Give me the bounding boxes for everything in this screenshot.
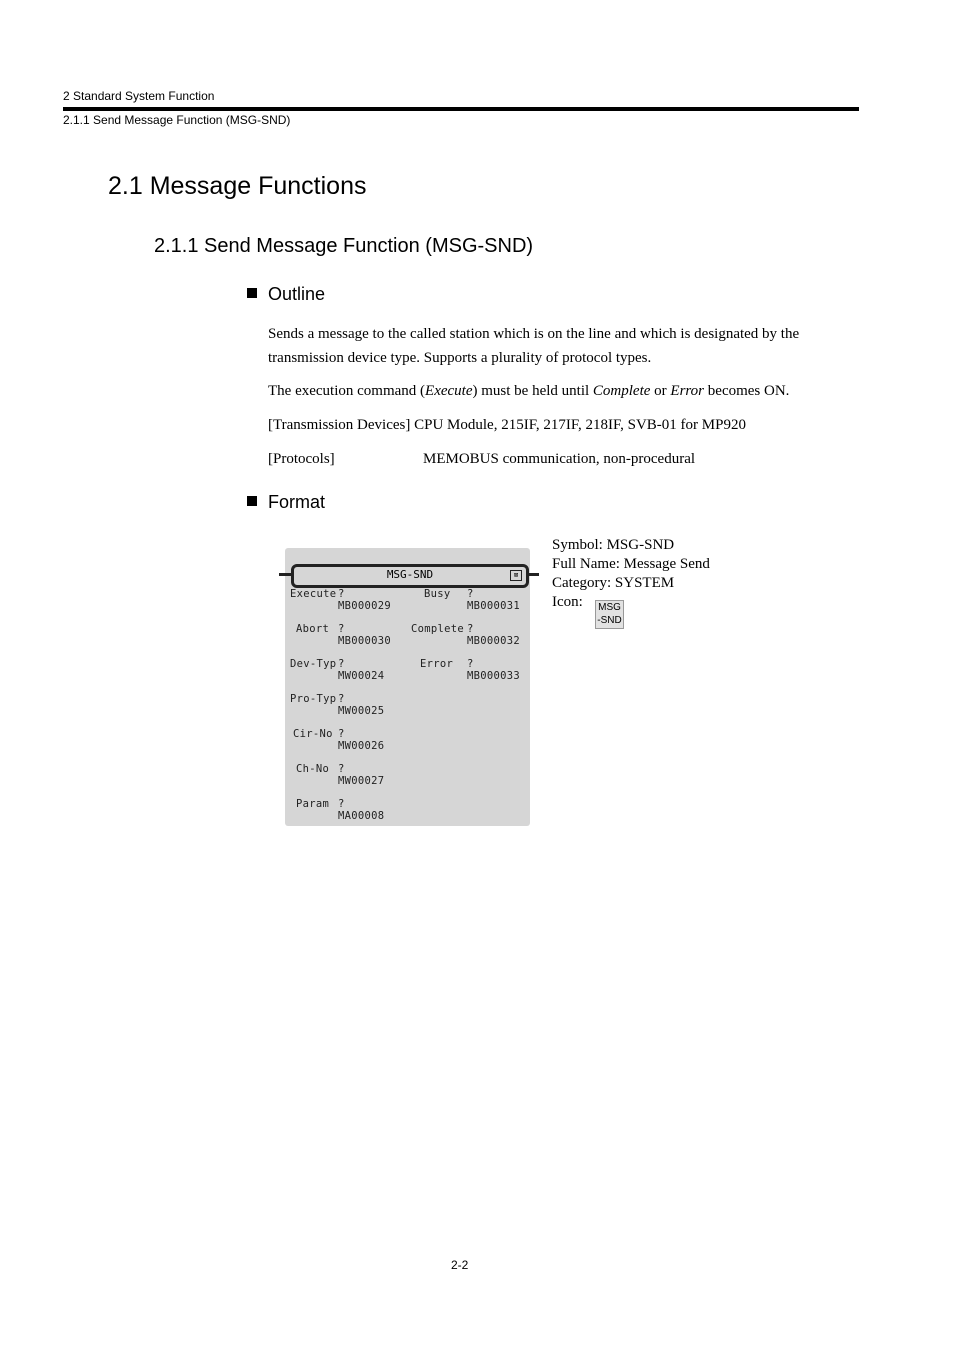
input-q: ?: [338, 588, 345, 600]
p2-text-c: or: [650, 383, 671, 399]
input-name: Abort: [296, 623, 330, 635]
input-name: Pro-Typ: [290, 693, 337, 705]
input-name: Param: [296, 798, 330, 810]
p2-text-d: becomes ON.: [704, 383, 790, 399]
subsection-title: 2.1.1 Send Message Function (MSG-SND): [154, 235, 534, 257]
output-q: ?: [467, 623, 474, 635]
transmission-devices: [Transmission Devices] CPU Module, 215IF, 217IF, 218IF, SVB-01 for MP920: [268, 417, 746, 433]
outline-paragraph-1: Sends a message to the called station which is on the line and which is designated by the transmission device type. Supports a plurality of protocol types.: [268, 326, 800, 366]
protocols-label: [Protocols]: [268, 451, 335, 467]
input-q: ?: [338, 658, 345, 670]
protocols: [268, 447, 848, 471]
input-reg: MW00024: [338, 670, 385, 682]
output-q: ?: [467, 658, 474, 670]
format-heading: [247, 492, 325, 513]
output-name: Complete: [411, 623, 464, 635]
p2-text-a: The execution command (: [268, 383, 426, 399]
input-name: Ch-No: [296, 763, 330, 775]
outline-paragraph-2: [268, 379, 848, 403]
output-name: Error: [420, 658, 454, 670]
header-rule: [63, 107, 859, 111]
bullet-square-icon: [247, 496, 257, 506]
p2-execute: Execute: [425, 383, 473, 399]
header-section: 2.1.1 Send Message Function (MSG-SND): [63, 113, 291, 127]
input-q: ?: [338, 728, 345, 740]
input-name: Cir-No: [293, 728, 333, 740]
input-reg: MW00026: [338, 740, 385, 752]
protocols-value: MEMOBUS communication, non-procedural: [423, 451, 696, 467]
input-reg: MB000029: [338, 600, 391, 612]
input-reg: MA00008: [338, 810, 385, 822]
input-q: ?: [338, 763, 345, 775]
p2-text-b: ) must be held until: [472, 383, 593, 399]
outline-heading: [247, 284, 325, 305]
output-reg: MB000032: [467, 635, 520, 647]
p2-complete: Complete: [592, 383, 651, 399]
function-block-title: MSG-SND: [386, 568, 434, 581]
expand-icon: ⊠: [510, 570, 522, 581]
input-reg: MW00027: [338, 775, 385, 787]
output-reg: MB000031: [467, 600, 520, 612]
output-q: ?: [467, 588, 474, 600]
full-name-info: Full Name: Message Send: [552, 556, 710, 572]
input-q: ?: [338, 693, 345, 705]
header-chapter: 2 Standard System Function: [63, 89, 215, 103]
format-heading-text: Format: [268, 492, 326, 512]
input-name: Dev-Typ: [290, 658, 337, 670]
icon-line-2: -SND: [597, 615, 622, 626]
page-number: 2-2: [451, 1258, 469, 1272]
bullet-square-icon: [247, 288, 257, 298]
outline-heading-text: Outline: [268, 284, 326, 304]
function-block-title-bar: [291, 564, 529, 588]
input-q: ?: [338, 623, 345, 635]
input-q: ?: [338, 798, 345, 810]
category-info: Category: SYSTEM: [552, 575, 675, 591]
output-reg: MB000033: [467, 670, 520, 682]
input-name: Execute: [290, 588, 337, 600]
input-reg: MB000030: [338, 635, 391, 647]
input-reg: MW00025: [338, 705, 385, 717]
output-name: Busy: [424, 588, 451, 600]
msg-snd-icon: [595, 600, 624, 629]
p2-error: Error: [670, 383, 705, 399]
icon-line-1: MSG: [598, 602, 621, 613]
symbol-info: Symbol: MSG-SND: [552, 537, 675, 553]
icon-label: Icon:: [552, 594, 583, 610]
section-title: 2.1 Message Functions: [108, 172, 367, 200]
